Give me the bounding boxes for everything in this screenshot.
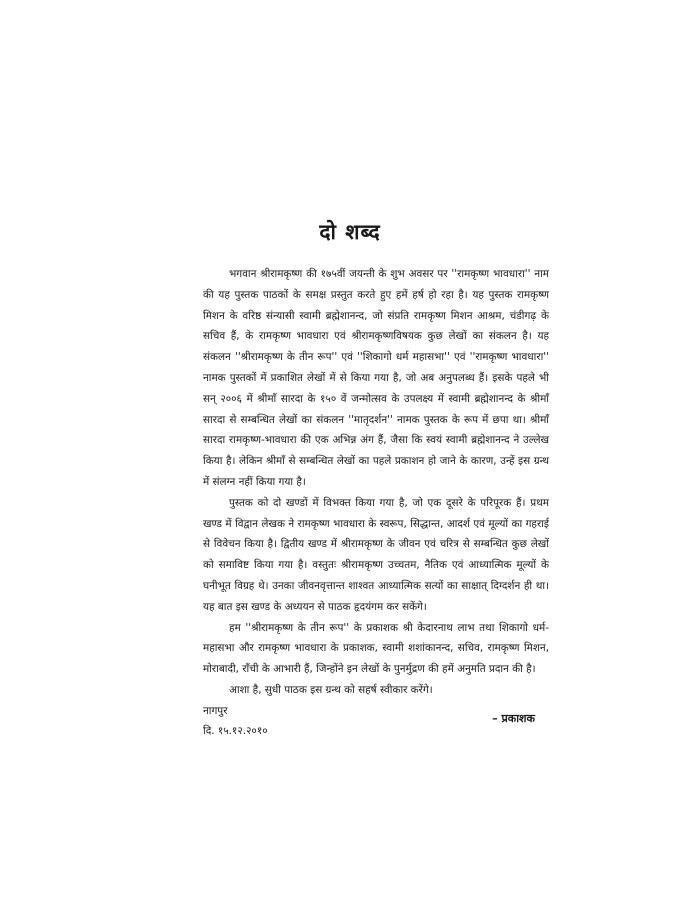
- paragraph-4: आशा है, सुधी पाठक इस ग्रन्थ को सहर्ष स्वीकार करेंगे।: [229, 683, 433, 696]
- paragraph-2: पुस्तक को दो खण्डों में विभक्त किया गया है, जो एक दूसरे के परिपूरक हैं। प्रथम खण्ड में विद्वान लेखक ने रामकृष्ण भावधारा के स्वरूप, सिद्धान्त, आदर्श एवं मूल्यों का गहराई से विवेचन किया है। द्वितीय खण्ड में श्रीरामकृष्ण के जीवन एवं चरित्र से सम्बन्धित कुछ लेखों को समाविष्ट किया गया है। वस्तुतः श्रीरामकृष्ण उच्चतम, नैतिक एवं आध्यात्मिक मूल्यों के घनीभूत विग्रह थे। उनका जीवनवृत्तान्त शाश्वत आध्यात्मिक सत्यों का साक्षात् दिग्दर्शन ही था। यह बात इस खण्ड के अध्ययन से पाठक हृदयंगम कर सकेंगे।: [203, 496, 549, 613]
- place-line: नागपुर: [203, 705, 228, 717]
- publisher-signature: – प्रकाशक: [492, 712, 535, 725]
- page-title: दो शब्द: [319, 220, 381, 244]
- date-line: दि. १५.१२.२०१०: [203, 725, 268, 737]
- paragraph-3: हम ''श्रीरामकृष्ण के तीन रूप'' के प्रकाशक श्री केदारनाथ लाभ तथा शिकागो धर्म-महासभा और रामकृष्ण भावधारा के प्रकाशक, स्वामी शशांकानन्द, सचिव, रामकृष्ण मिशन, मोराबादी, राँची के आभारी हैं, जिन्होंने इन लेखों के पुनर्मुद्रण की हमें अनुमति प्रदान की है।: [203, 621, 549, 676]
- paragraph-1: भगवान श्रीरामकृष्ण की १७५वीं जयन्ती के शुभ अवसर पर ''रामकृष्ण भावधारा'' नाम की यह पुस्तक पाठकों के समक्ष प्रस्तुत करते हुए हमें हर्ष हो रहा है। यह पुस्तक रामकृष्ण मिशन के वरिष्ठ संन्यासी स्वामी ब्रह्मेशानन्द, जो संप्रति रामकृष्ण मिशन आश्रम, चंडीगढ़ के सचिव हैं, के रामकृष्ण भावधारा एवं श्रीरामकृष्णविषयक कुछ लेखों का संकलन है। यह संकलन ''श्रीरामकृष्ण के तीन रूप'' एवं ''शिकागो धर्म महासभा'' एवं ''रामकृष्ण भावधारा'' नामक पुस्तकों में प्रकाशित लेखों में से किया गया है, जो अब अनुपलब्ध हैं। इसके पहले भी सन् २००६ में श्रीमाँ सारदा के १५० वें जन्मोत्सव के उपलक्ष्य में स्वामी ब्रह्मेशानन्द के श्रीमाँ सारदा से सम्बन्धित लेखों का संकलन ''मातृदर्शन'' नामक पुस्तक के रूप में छपा था। श्रीमाँ सारदा रामकृष्ण-भावधारा की एक अभिन्न अंग हैं, जैसा कि स्वयं स्वामी ब्रह्मेशानन्द ने उल्लेख किया है। लेकिन श्रीमाँ से सम्बन्धित लेखों का पहले प्रकाशन हो जाने के कारण, उन्हें इस ग्रन्थ में संलग्न नहीं किया गया है।: [203, 268, 549, 488]
- body-text: [203, 264, 549, 701]
